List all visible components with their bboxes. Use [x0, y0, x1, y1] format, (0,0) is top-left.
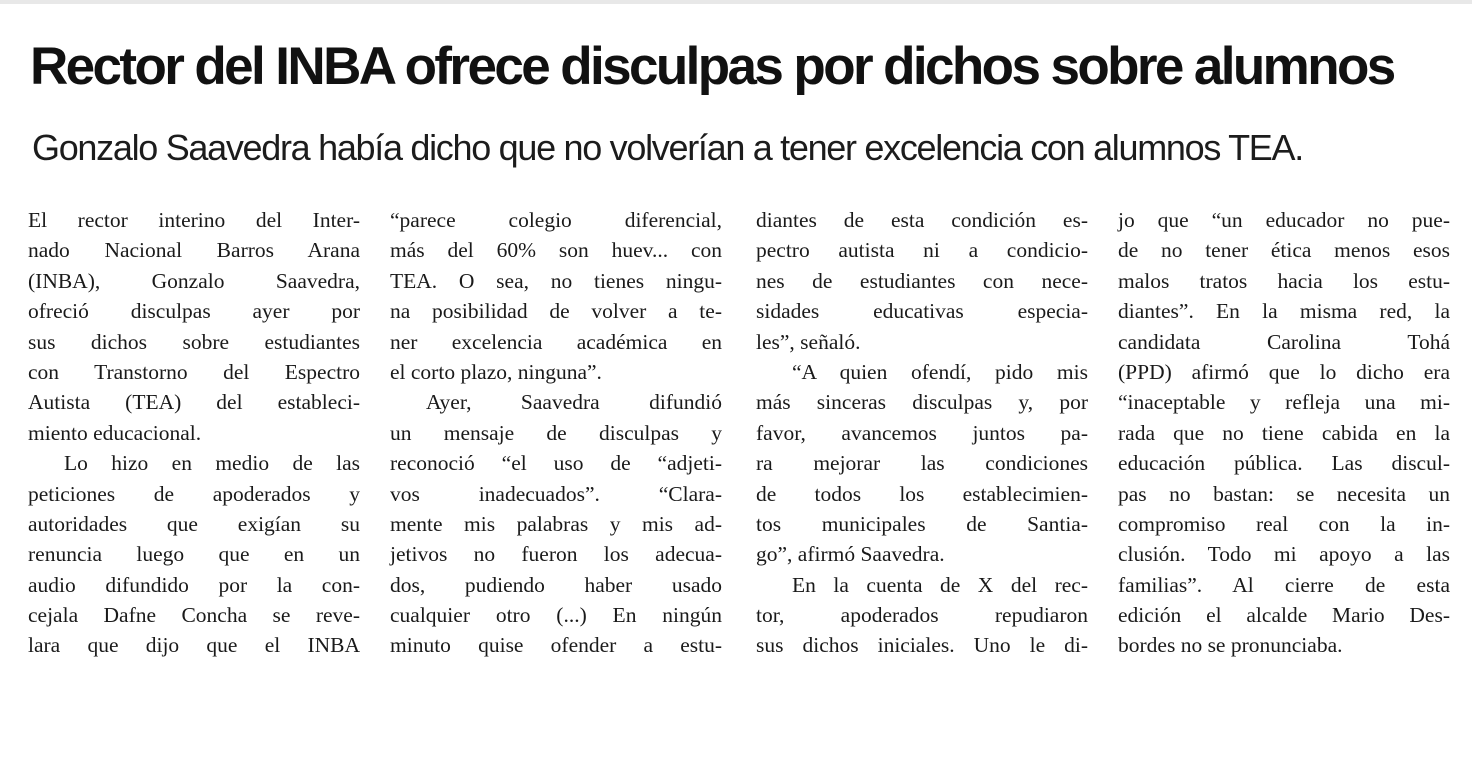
body-line: cualquier otro (...) En ningún — [390, 603, 722, 628]
body-line: favor, avancemos juntos pa- — [756, 420, 1088, 445]
body-line: sus dichos iniciales. Uno le di- — [756, 633, 1088, 658]
body-line: les”, señaló. — [756, 329, 861, 354]
body-line: pectro autista ni a condicio- — [756, 238, 1088, 263]
body-line: renuncia luego que en un — [28, 542, 360, 567]
body-line: (INBA), Gonzalo Saavedra, — [28, 268, 360, 293]
body-line: clusión. Todo mi apoyo a las — [1118, 542, 1450, 567]
body-line: ner excelencia académica en — [390, 329, 722, 354]
body-line: diantes”. En la misma red, la — [1118, 299, 1450, 324]
body-line: “parece colegio diferencial, — [390, 208, 722, 232]
body-line: rada que no tiene cabida en la — [1118, 420, 1450, 445]
body-line: Autista (TEA) del estableci- — [28, 390, 360, 415]
body-line: bordes no se pronunciaba. — [1118, 633, 1343, 658]
body-line: El rector interino del Inter- — [28, 208, 360, 232]
body-line: Ayer, Saavedra difundió — [426, 390, 722, 415]
body-line: nes de estudiantes con nece- — [756, 268, 1088, 293]
body-line: tor, apoderados repudiaron — [756, 603, 1088, 628]
article-column-1 — [28, 205, 360, 661]
body-line: diantes de esta condición es- — [756, 208, 1088, 232]
body-line: ofreció disculpas ayer por — [28, 299, 360, 324]
body-line: ra mejorar las condiciones — [756, 451, 1088, 476]
body-line: mente mis palabras y mis ad- — [390, 511, 722, 536]
body-line: Lo hizo en medio de las — [64, 451, 360, 476]
top-rule — [0, 0, 1472, 4]
body-line: autoridades que exigían su — [28, 511, 360, 536]
body-line: miento educacional. — [28, 420, 202, 445]
body-line: sus dichos sobre estudiantes — [28, 329, 360, 354]
subheadline: Gonzalo Saavedra había dicho que no volverían a tener excelencia con alumnos TEA. — [32, 127, 1303, 168]
body-line: edición el alcalde Mario Des- — [1118, 603, 1450, 628]
article-body — [0, 205, 1472, 725]
body-line: “A quien ofendí, pido mis — [792, 359, 1088, 384]
body-line: jetivos no fueron los adecua- — [390, 542, 722, 567]
body-line: En la cuenta de X del rec- — [792, 572, 1088, 597]
body-line: peticiones de apoderados y — [28, 481, 360, 506]
body-line: minuto quise ofender a estu- — [390, 633, 722, 658]
body-line: dos, pudiendo haber usado — [390, 572, 722, 597]
body-line: malos tratos hacia los estu- — [1118, 268, 1450, 293]
body-line: (PPD) afirmó que lo dicho era — [1118, 359, 1450, 384]
body-line: de no tener ética menos esos — [1118, 238, 1450, 263]
body-line: go”, afirmó Saavedra. — [756, 542, 945, 567]
body-line: de todos los establecimien- — [756, 481, 1088, 506]
body-line: con Transtorno del Espectro — [28, 359, 360, 384]
body-line: sidades educativas especia- — [756, 299, 1088, 324]
body-line: tos municipales de Santia- — [756, 511, 1088, 536]
body-line: el corto plazo, ninguna”. — [390, 359, 602, 384]
body-line: reconoció “el uso de “adjeti- — [390, 451, 722, 476]
body-line: familias”. Al cierre de esta — [1118, 572, 1450, 597]
article-column-2 — [390, 205, 722, 661]
body-line: jo que “un educador no pue- — [1118, 208, 1450, 232]
article-column-4 — [1118, 205, 1450, 661]
body-line: candidata Carolina Tohá — [1118, 329, 1450, 354]
body-line: na posibilidad de volver a te- — [390, 299, 722, 324]
body-line: pas no bastan: se necesita un — [1118, 481, 1450, 506]
body-line: nado Nacional Barros Arana — [28, 238, 360, 263]
article-column-3 — [756, 205, 1088, 661]
body-line: “inaceptable y refleja una mi- — [1118, 390, 1450, 415]
body-line: un mensaje de disculpas y — [390, 420, 722, 445]
body-line: vos inadecuados”. “Clara- — [390, 481, 722, 506]
body-line: compromiso real con la in- — [1118, 511, 1450, 536]
body-line: TEA. O sea, no tienes ningu- — [390, 268, 722, 293]
headline: Rector del INBA ofrece disculpas por dichos sobre alumnos — [30, 37, 1394, 96]
body-line: más sinceras disculpas y, por — [756, 390, 1088, 415]
body-line: educación pública. Las discul- — [1118, 451, 1450, 476]
body-line: cejala Dafne Concha se reve- — [28, 603, 360, 628]
body-line: lara que dijo que el INBA — [28, 633, 360, 658]
body-line: más del 60% son huev... con — [390, 238, 722, 263]
body-line: audio difundido por la con- — [28, 572, 360, 597]
